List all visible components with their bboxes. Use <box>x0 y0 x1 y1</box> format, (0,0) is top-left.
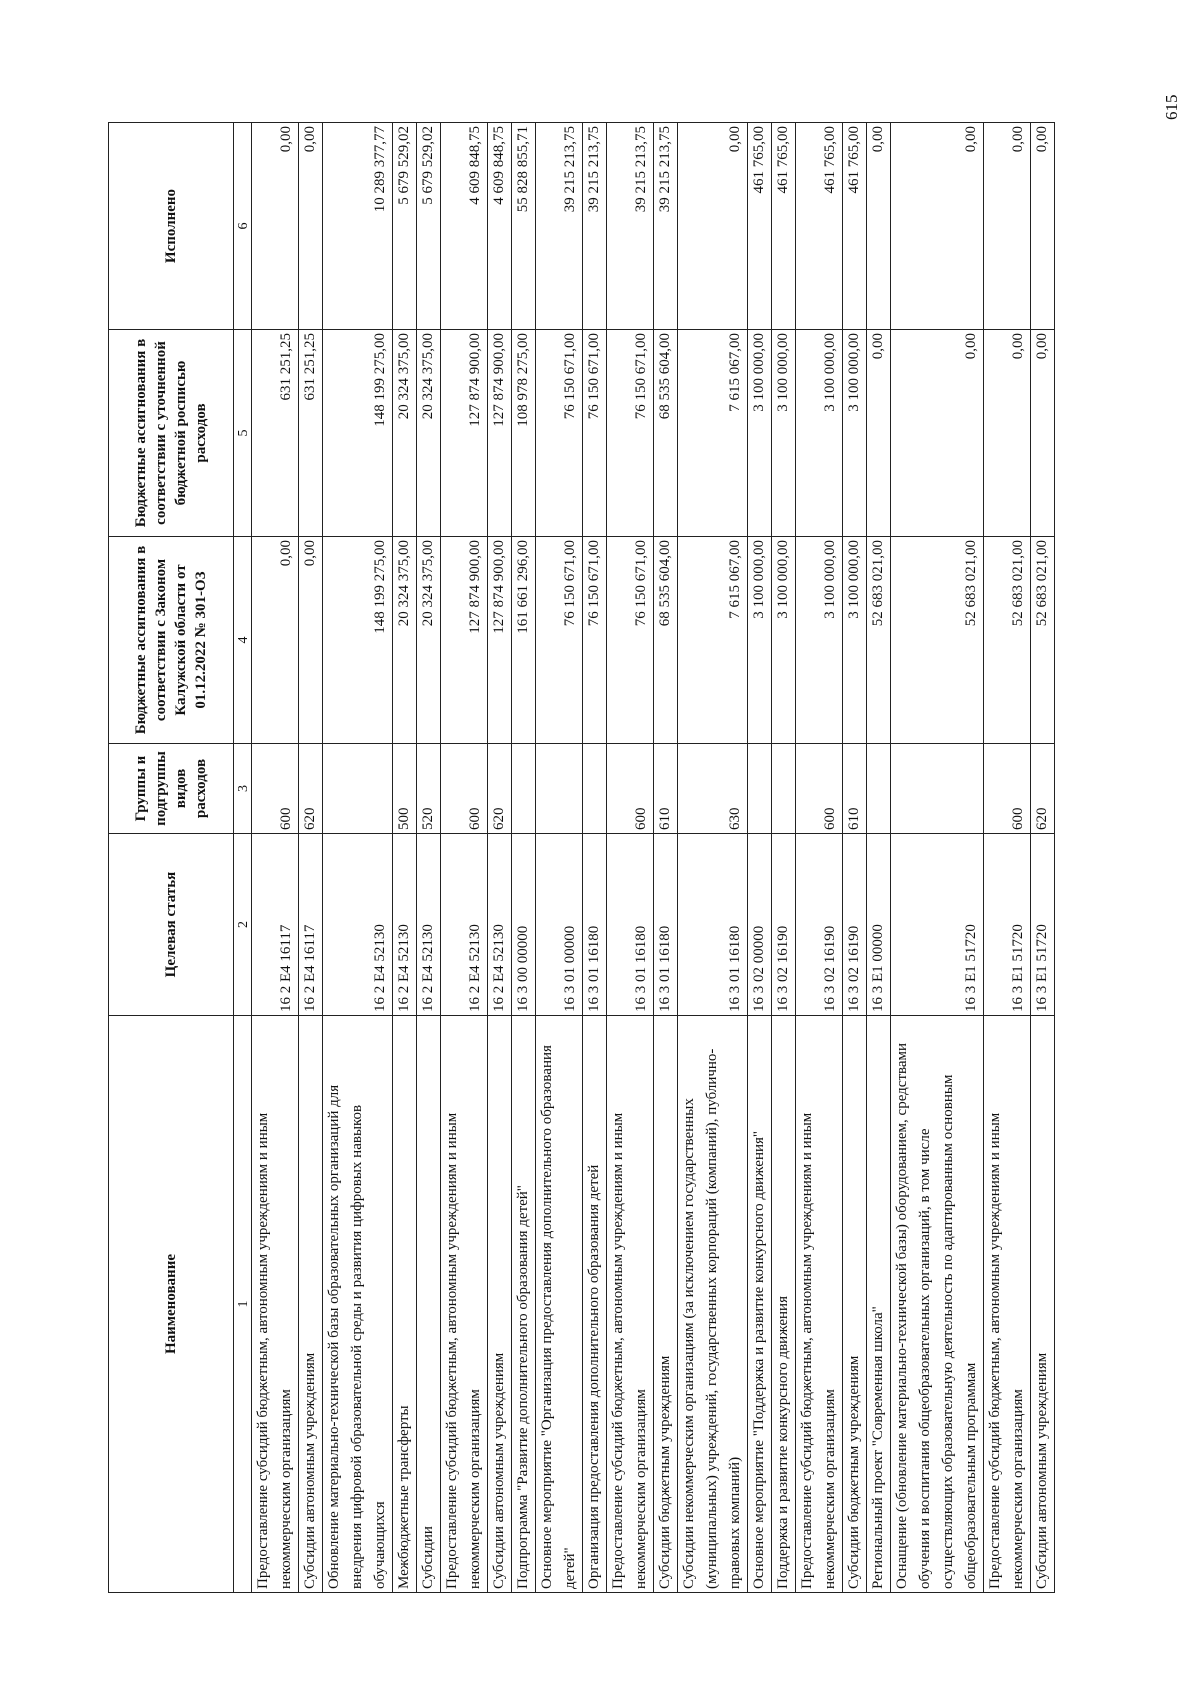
row-name: Субсидии некоммерческим организациям (за исключением государственных (муниципальных) учреждений, государственных корпораций (компаний), публично-правовых компаний) <box>678 1016 748 1593</box>
row-expense-group <box>583 744 607 834</box>
row-target-article: 16 2 E4 52130 <box>393 834 417 1016</box>
row-law-amount: 76 150 671,00 <box>583 537 607 744</box>
row-law-amount: 7 615 067,00 <box>678 537 748 744</box>
header-name: Наименование <box>109 1016 234 1593</box>
row-target-article: 16 3 01 16180 <box>607 834 654 1016</box>
row-executed-amount: 0,00 <box>984 123 1031 330</box>
table-row <box>796 123 843 1593</box>
row-refined-amount: 20 324 375,00 <box>417 330 441 537</box>
row-law-amount: 3 100 000,00 <box>772 537 796 744</box>
row-name: Субсидии бюджетным учреждениям <box>843 1016 867 1593</box>
row-name: Региональный проект "Современная школа" <box>867 1016 891 1593</box>
row-executed-amount: 461 765,00 <box>843 123 867 330</box>
row-name: Предоставление субсидий бюджетным, автономным учреждениям и иным некоммерческим организациям <box>441 1016 488 1593</box>
row-expense-group: 610 <box>843 744 867 834</box>
row-refined-amount: 0,00 <box>867 330 891 537</box>
table-row <box>512 123 536 1593</box>
row-executed-amount: 39 215 213,75 <box>607 123 654 330</box>
row-refined-amount: 68 535 604,00 <box>654 330 678 537</box>
table-row <box>583 123 607 1593</box>
row-expense-group <box>512 744 536 834</box>
row-executed-amount: 10 289 377,77 <box>323 123 393 330</box>
row-law-amount: 3 100 000,00 <box>843 537 867 744</box>
row-refined-amount: 76 150 671,00 <box>583 330 607 537</box>
row-expense-group: 610 <box>654 744 678 834</box>
row-target-article: 16 3 E1 51720 <box>891 834 984 1016</box>
row-expense-group <box>748 744 772 834</box>
row-target-article: 16 3 E1 00000 <box>867 834 891 1016</box>
row-law-amount: 127 874 900,00 <box>441 537 488 744</box>
row-name: Обновление материально-технической базы образовательных организаций для внедрения цифровой образовательной среды и развития цифровых навыков обучающихся <box>323 1016 393 1593</box>
row-law-amount: 52 683 021,00 <box>891 537 984 744</box>
row-executed-amount: 5 679 529,02 <box>393 123 417 330</box>
row-law-amount: 52 683 021,00 <box>984 537 1031 744</box>
row-refined-amount: 3 100 000,00 <box>772 330 796 537</box>
column-number-row <box>234 123 252 1593</box>
row-law-amount: 76 150 671,00 <box>607 537 654 744</box>
row-expense-group: 600 <box>796 744 843 834</box>
table-row <box>654 123 678 1593</box>
row-expense-group: 600 <box>441 744 488 834</box>
table-row <box>772 123 796 1593</box>
row-target-article: 16 3 01 16180 <box>583 834 607 1016</box>
row-law-amount: 3 100 000,00 <box>796 537 843 744</box>
table-row <box>984 123 1031 1593</box>
table-row <box>536 123 583 1593</box>
row-executed-amount: 0,00 <box>252 123 299 330</box>
row-executed-amount: 39 215 213,75 <box>536 123 583 330</box>
column-number: 3 <box>234 744 252 834</box>
row-name: Основное мероприятие "Поддержка и развитие конкурсного движения" <box>748 1016 772 1593</box>
row-name: Субсидии <box>417 1016 441 1593</box>
row-refined-amount: 3 100 000,00 <box>796 330 843 537</box>
table-row <box>393 123 417 1593</box>
row-law-amount: 3 100 000,00 <box>748 537 772 744</box>
row-refined-amount: 127 874 900,00 <box>488 330 512 537</box>
table-row <box>299 123 323 1593</box>
row-law-amount: 20 324 375,00 <box>417 537 441 744</box>
table-header <box>109 123 252 1593</box>
table-row <box>843 123 867 1593</box>
row-executed-amount: 55 828 855,71 <box>512 123 536 330</box>
row-expense-group: 630 <box>678 744 748 834</box>
row-name: Оснащение (обновление материально-технической базы) оборудованием, средствами обучения и воспитания общеобразовательных организаций, в том числе осуществляющих образовательную деятельность по адаптированным основным общеобразовательным программам <box>891 1016 984 1593</box>
table-row <box>678 123 748 1593</box>
row-name: Основное мероприятие "Организация предоставления дополнительного образования детей" <box>536 1016 583 1593</box>
row-expense-group: 600 <box>984 744 1031 834</box>
row-law-amount: 76 150 671,00 <box>536 537 583 744</box>
row-expense-group <box>891 744 984 834</box>
row-executed-amount: 0,00 <box>891 123 984 330</box>
table-row <box>441 123 488 1593</box>
row-expense-group: 600 <box>607 744 654 834</box>
row-target-article: 16 2 E4 52130 <box>488 834 512 1016</box>
row-target-article: 16 2 E4 52130 <box>323 834 393 1016</box>
row-name: Подпрограмма "Развитие дополнительного образования детей" <box>512 1016 536 1593</box>
row-expense-group <box>323 744 393 834</box>
table-row <box>488 123 512 1593</box>
row-executed-amount: 461 765,00 <box>796 123 843 330</box>
row-expense-group: 620 <box>299 744 323 834</box>
row-name: Поддержка и развитие конкурсного движения <box>772 1016 796 1593</box>
row-law-amount: 0,00 <box>299 537 323 744</box>
header-executed: Исполнено <box>109 123 234 330</box>
table-row <box>252 123 299 1593</box>
row-law-amount: 52 683 021,00 <box>1031 537 1055 744</box>
row-executed-amount: 0,00 <box>299 123 323 330</box>
table-row <box>323 123 393 1593</box>
row-executed-amount: 461 765,00 <box>772 123 796 330</box>
row-name: Субсидии бюджетным учреждениям <box>654 1016 678 1593</box>
column-number: 6 <box>234 123 252 330</box>
table-row <box>748 123 772 1593</box>
row-target-article: 16 3 02 16190 <box>843 834 867 1016</box>
row-target-article: 16 3 E1 51720 <box>984 834 1031 1016</box>
row-refined-amount: 631 251,25 <box>252 330 299 537</box>
row-refined-amount: 76 150 671,00 <box>607 330 654 537</box>
row-law-amount: 52 683 021,00 <box>867 537 891 744</box>
row-refined-amount: 20 324 375,00 <box>393 330 417 537</box>
row-target-article: 16 3 02 16190 <box>796 834 843 1016</box>
row-name: Предоставление субсидий бюджетным, автономным учреждениям и иным некоммерческим организациям <box>607 1016 654 1593</box>
row-refined-amount: 0,00 <box>984 330 1031 537</box>
row-name: Предоставление субсидий бюджетным, автономным учреждениям и иным некоммерческим организациям <box>252 1016 299 1593</box>
row-target-article: 16 3 01 16180 <box>654 834 678 1016</box>
row-law-amount: 20 324 375,00 <box>393 537 417 744</box>
row-executed-amount: 4 609 848,75 <box>488 123 512 330</box>
row-law-amount: 161 661 296,00 <box>512 537 536 744</box>
row-target-article: 16 2 E4 52130 <box>441 834 488 1016</box>
header-refined-allocations: Бюджетные ассигнования в соответствии с уточненной бюджетной росписью расходов <box>109 330 234 537</box>
table-row <box>607 123 654 1593</box>
row-executed-amount: 0,00 <box>678 123 748 330</box>
row-executed-amount: 4 609 848,75 <box>441 123 488 330</box>
header-expense-group: Группы и подгруппы видов расходов <box>109 744 234 834</box>
row-target-article: 16 3 E1 51720 <box>1031 834 1055 1016</box>
row-executed-amount: 461 765,00 <box>748 123 772 330</box>
table-row <box>417 123 441 1593</box>
row-expense-group <box>867 744 891 834</box>
row-target-article: 16 2 E4 52130 <box>417 834 441 1016</box>
table-body <box>252 123 1055 1593</box>
row-refined-amount: 3 100 000,00 <box>748 330 772 537</box>
row-expense-group: 600 <box>252 744 299 834</box>
row-name: Предоставление субсидий бюджетным, автономным учреждениям и иным некоммерческим организациям <box>796 1016 843 1593</box>
header-law-allocations: Бюджетные ассигнования в соответствии с Законом Калужской области от 01.12.2022 № 301-ОЗ <box>109 537 234 744</box>
row-target-article: 16 3 01 16180 <box>678 834 748 1016</box>
page-number: 615 <box>1162 94 1181 120</box>
row-executed-amount: 39 215 213,75 <box>583 123 607 330</box>
row-target-article: 16 3 01 00000 <box>536 834 583 1016</box>
row-expense-group <box>772 744 796 834</box>
row-refined-amount: 0,00 <box>891 330 984 537</box>
table-row <box>867 123 891 1593</box>
row-refined-amount: 148 199 275,00 <box>323 330 393 537</box>
row-refined-amount: 631 251,25 <box>299 330 323 537</box>
row-law-amount: 148 199 275,00 <box>323 537 393 744</box>
header-target-article: Целевая статья <box>109 834 234 1016</box>
row-name: Предоставление субсидий бюджетным, автономным учреждениям и иным некоммерческим организациям <box>984 1016 1031 1593</box>
row-refined-amount: 76 150 671,00 <box>536 330 583 537</box>
row-refined-amount: 7 615 067,00 <box>678 330 748 537</box>
row-refined-amount: 127 874 900,00 <box>441 330 488 537</box>
row-law-amount: 68 535 604,00 <box>654 537 678 744</box>
row-target-article: 16 3 00 00000 <box>512 834 536 1016</box>
row-target-article: 16 2 E4 16117 <box>299 834 323 1016</box>
row-expense-group: 620 <box>488 744 512 834</box>
budget-table <box>108 122 1055 1593</box>
column-number: 2 <box>234 834 252 1016</box>
row-refined-amount: 0,00 <box>1031 330 1055 537</box>
row-law-amount: 0,00 <box>252 537 299 744</box>
row-expense-group: 620 <box>1031 744 1055 834</box>
row-refined-amount: 3 100 000,00 <box>843 330 867 537</box>
row-expense-group: 500 <box>393 744 417 834</box>
row-name: Субсидии автономным учреждениям <box>1031 1016 1055 1593</box>
row-executed-amount: 0,00 <box>867 123 891 330</box>
row-target-article: 16 3 02 00000 <box>748 834 772 1016</box>
row-expense-group: 520 <box>417 744 441 834</box>
row-target-article: 16 3 02 16190 <box>772 834 796 1016</box>
row-name: Субсидии автономным учреждениям <box>299 1016 323 1593</box>
table-row <box>891 123 984 1593</box>
row-executed-amount: 5 679 529,02 <box>417 123 441 330</box>
row-name: Субсидии автономным учреждениям <box>488 1016 512 1593</box>
row-target-article: 16 2 E4 16117 <box>252 834 299 1016</box>
row-expense-group <box>536 744 583 834</box>
row-law-amount: 127 874 900,00 <box>488 537 512 744</box>
column-number: 5 <box>234 330 252 537</box>
column-number: 4 <box>234 537 252 744</box>
table-row <box>1031 123 1055 1593</box>
row-executed-amount: 39 215 213,75 <box>654 123 678 330</box>
column-number: 1 <box>234 1016 252 1593</box>
row-name: Межбюджетные трансферты <box>393 1016 417 1593</box>
row-executed-amount: 0,00 <box>1031 123 1055 330</box>
row-refined-amount: 108 978 275,00 <box>512 330 536 537</box>
header-row <box>109 123 234 1593</box>
row-name: Организация предоставления дополнительного образования детей <box>583 1016 607 1593</box>
